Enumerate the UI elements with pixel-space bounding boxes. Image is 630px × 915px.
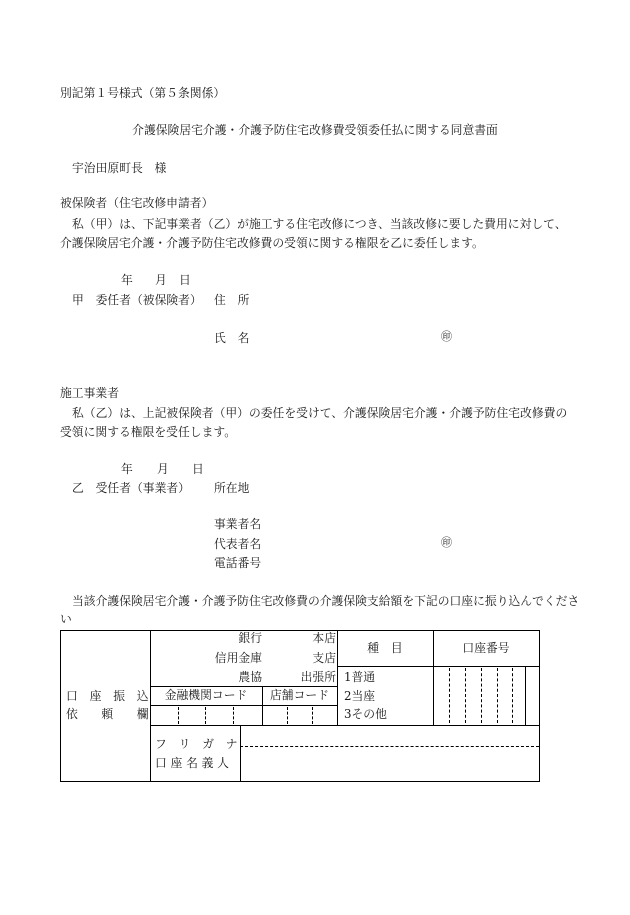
delegatee-seal-mark: ㊞ [441,536,452,549]
delegator-address-label: 住 所 [214,293,250,307]
account-number-digit-divider [512,668,513,723]
form-number: 別記第１号様式（第５条関係） [60,86,226,100]
delegator-seal-mark: ㊞ [441,330,452,343]
contractor-date-day: 日 [192,462,204,476]
account-type-option-current: 2当座 [344,689,376,703]
contractor-section-heading: 施工事業者 [60,386,119,400]
account-type-label: 種 目 [367,641,403,655]
furigana-label: フ リ ガ ナ [155,737,238,751]
institution-type-credit-union: 信用金庫 [214,651,262,665]
branch-code-digit-divider [287,707,288,724]
row-header-line: 依 頼 欄 [66,707,149,721]
contractor-statement-line: 私（乙）は、上記被保険者（甲）の委任を受けて、介護保険居宅介護・介護予防住宅改修費の [72,406,568,420]
contractor-date-month: 月 [157,462,169,476]
delegatee-business-name-label: 事業者名 [214,517,262,531]
insured-statement-line: 介護保険居宅介護・介護予防住宅改修費の受領に関する権限を乙に委任します。 [60,236,484,250]
table-rule-furigana-dashed [240,746,539,747]
contractor-statement-line: 受領に関する権限を受任します。 [60,425,237,439]
insured-statement-line: 私（甲）は、下記事業者（乙）が施工する住宅改修につき、当該改修に要した費用に対して、 [72,217,567,231]
institution-code-digit-divider [233,707,234,724]
account-number-label: 口座番号 [462,641,510,655]
delegatee-party-label: 乙 受任者（事業者） [72,481,190,495]
table-divider-row-header [150,631,151,781]
institution-code-digit-divider [205,707,206,724]
table-rule-holder-row [150,725,539,726]
account-holder-label: 口 座 名 義 人 [155,756,229,770]
document-title: 介護保険居宅介護・介護予防住宅改修費受領委任払に関する同意書面 [132,123,498,137]
branch-code-digit-divider [312,707,313,724]
delegatee-phone-label: 電話番号 [214,556,262,570]
account-number-digit-divider [449,668,450,723]
branch-type-head-office: 本店 [312,631,336,645]
payment-instruction-line: い [60,612,72,626]
table-rule-code-labels [150,705,337,706]
delegatee-location-label: 所在地 [214,481,250,495]
table-divider-holder-label [240,725,241,781]
institution-type-agricultural-coop: 農協 [238,670,262,684]
insured-date-month: 月 [155,273,167,287]
bank-transfer-table [60,630,540,782]
institution-type-bank: 銀行 [238,631,262,645]
account-type-option-ordinary: 1普通 [344,670,376,684]
branch-code-label: 店舗コード [270,688,329,702]
account-number-digit-divider [497,668,498,723]
institution-code-label: 金融機関コード [164,688,248,702]
branch-type-branch: 支店 [312,651,336,665]
delegator-party-label: 甲 委任者（被保険者） [72,293,202,307]
table-rule-bank-names [150,686,337,687]
contractor-date-year: 年 [121,462,133,476]
addressee: 宇治田原町長 様 [72,161,167,175]
insured-section-heading: 被保険者（住宅改修申請者） [60,196,214,210]
institution-code-digit-divider [178,707,179,724]
table-rule-type-header [337,666,539,667]
account-number-digit-divider [465,668,466,723]
delegatee-representative-label: 代表者名 [214,537,262,551]
branch-type-sub-branch: 出張所 [300,670,336,684]
account-number-end-divider [525,666,526,725]
delegator-name-label: 氏 名 [214,331,250,345]
account-number-digit-divider [481,668,482,723]
insured-date-year: 年 [121,273,133,287]
insured-date-day: 日 [179,273,191,287]
account-type-option-other: 3その他 [344,707,387,721]
row-header-line: 口 座 振 込 [66,689,149,703]
payment-instruction-line: 当該介護保険居宅介護・介護予防住宅改修費の介護保険支給額を下記の口座に振り込んでくださ [72,594,580,608]
